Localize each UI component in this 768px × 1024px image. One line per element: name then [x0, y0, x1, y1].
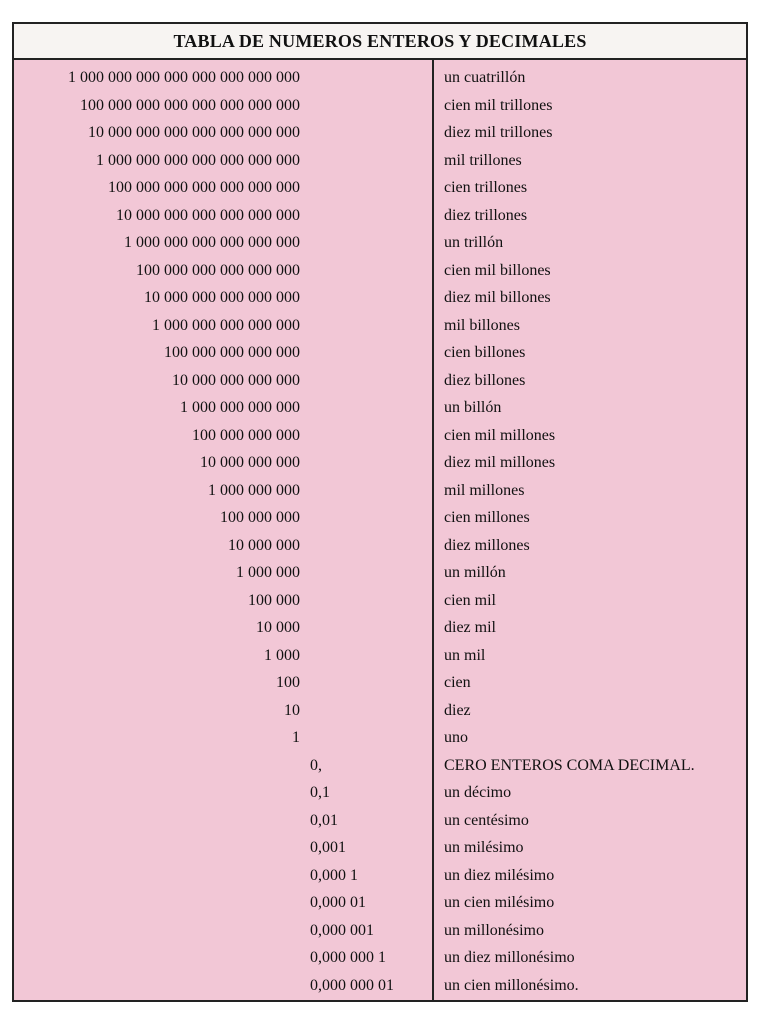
- table-row: [14, 752, 746, 780]
- table-title: TABLA DE NUMEROS ENTEROS Y DECIMALES: [14, 24, 746, 60]
- table-row: [14, 697, 746, 725]
- number-value: 0,000 000 1: [310, 949, 386, 966]
- numbers-table: [12, 22, 748, 1002]
- number-value: 0,001: [310, 839, 346, 856]
- table-row: [14, 394, 746, 422]
- number-value: 0,000 001: [310, 921, 374, 939]
- table-row: [14, 724, 746, 752]
- table-row: [14, 614, 746, 642]
- number-name: cien: [444, 674, 471, 691]
- table-row: [14, 147, 746, 175]
- number-value: 1 000 000: [236, 564, 300, 581]
- number-name: un billón: [444, 399, 502, 416]
- number-value: 1 000 000 000 000 000 000 000 000: [68, 69, 300, 86]
- number-name: cien mil millones: [444, 426, 556, 444]
- table-row: [14, 669, 746, 697]
- number-name: un millón: [444, 564, 506, 581]
- number-value: 100 000 000 000: [192, 426, 300, 444]
- number-name: un milésimo: [444, 839, 524, 856]
- number-value: 10 000 000 000 000: [172, 371, 300, 389]
- number-value: 10 000 000 000 000 000: [144, 289, 300, 306]
- number-name: diez millones: [444, 536, 530, 554]
- table-row: [14, 944, 746, 972]
- number-value: 100 000 000 000 000 000 000 000: [80, 96, 300, 114]
- number-value: 10 000 000 000 000 000 000 000: [88, 124, 300, 141]
- number-value: 0,01: [310, 811, 338, 829]
- number-value: 100 000: [248, 591, 300, 609]
- table-body: [14, 60, 746, 1002]
- table-row: [14, 504, 746, 532]
- number-value: 100: [276, 674, 300, 691]
- number-value: 10 000 000 000: [200, 454, 300, 471]
- number-value: 1 000: [264, 646, 300, 664]
- number-value: 1 000 000 000 000 000: [152, 316, 300, 334]
- number-name: diez mil millones: [444, 454, 556, 471]
- number-value: 100 000 000 000 000 000: [136, 261, 300, 279]
- table-row: [14, 229, 746, 257]
- number-name: diez: [444, 701, 471, 719]
- number-value: 0,000 01: [310, 894, 366, 911]
- number-name: un centésimo: [444, 811, 529, 829]
- number-value: 1 000 000 000: [208, 481, 300, 499]
- number-name: CERO ENTEROS COMA DECIMAL.: [444, 756, 695, 774]
- number-value: 1: [292, 729, 300, 746]
- number-value: 10: [284, 701, 300, 719]
- number-value: 0,: [310, 756, 322, 774]
- number-name: mil billones: [444, 316, 520, 334]
- number-name: cien mil: [444, 591, 496, 609]
- table-row: [14, 257, 746, 285]
- number-value: 10 000 000 000 000 000 000: [116, 206, 300, 224]
- table-row: [14, 422, 746, 450]
- table-row: [14, 862, 746, 890]
- table-row: [14, 972, 746, 1000]
- table-row: [14, 64, 746, 92]
- table-row: [14, 532, 746, 560]
- table-row: [14, 834, 746, 862]
- number-value: 1 000 000 000 000: [180, 399, 300, 416]
- number-name: cien trillones: [444, 179, 528, 196]
- number-name: cien millones: [444, 509, 530, 526]
- number-value: 0,1: [310, 784, 330, 801]
- number-name: diez billones: [444, 371, 526, 389]
- number-name: un millonésimo: [444, 921, 544, 939]
- number-value: 0,000 000 01: [310, 976, 394, 994]
- number-value: 1 000 000 000 000 000 000 000: [96, 151, 300, 169]
- number-name: cien mil billones: [444, 261, 551, 279]
- number-name: un cuatrillón: [444, 69, 526, 86]
- number-name: un cien millonésimo.: [444, 976, 579, 994]
- number-name: uno: [444, 729, 468, 746]
- number-name: un mil: [444, 646, 486, 664]
- number-name: un diez millonésimo: [444, 949, 575, 966]
- table-row: [14, 477, 746, 505]
- number-name: un cien milésimo: [444, 894, 555, 911]
- table-row: [14, 889, 746, 917]
- table-row: [14, 449, 746, 477]
- table-row: [14, 917, 746, 945]
- table-row: [14, 367, 746, 395]
- table-row: [14, 284, 746, 312]
- table-row: [14, 642, 746, 670]
- table-row: [14, 339, 746, 367]
- table-row: [14, 559, 746, 587]
- table-row: [14, 174, 746, 202]
- number-name: diez mil billones: [444, 289, 551, 306]
- table-row: [14, 779, 746, 807]
- number-value: 0,000 1: [310, 866, 358, 884]
- number-name: diez mil: [444, 619, 496, 636]
- number-value: 100 000 000 000 000: [164, 344, 300, 361]
- table-row: [14, 92, 746, 120]
- number-value: 100 000 000: [220, 509, 300, 526]
- number-value: 10 000: [256, 619, 300, 636]
- number-value: 1 000 000 000 000 000 000: [124, 234, 300, 251]
- number-name: mil trillones: [444, 151, 522, 169]
- number-name: diez trillones: [444, 206, 528, 224]
- table-row: [14, 202, 746, 230]
- number-name: un décimo: [444, 784, 512, 801]
- number-value: 10 000 000: [228, 536, 300, 554]
- table-row: [14, 807, 746, 835]
- table-row: [14, 119, 746, 147]
- number-name: un trillón: [444, 234, 504, 251]
- number-name: cien mil trillones: [444, 96, 553, 114]
- table-rows: [14, 64, 746, 999]
- number-value: 100 000 000 000 000 000 000: [108, 179, 300, 196]
- number-name: cien billones: [444, 344, 526, 361]
- table-row: [14, 312, 746, 340]
- number-name: diez mil trillones: [444, 124, 553, 141]
- number-name: un diez milésimo: [444, 866, 555, 884]
- number-name: mil millones: [444, 481, 525, 499]
- table-row: [14, 587, 746, 615]
